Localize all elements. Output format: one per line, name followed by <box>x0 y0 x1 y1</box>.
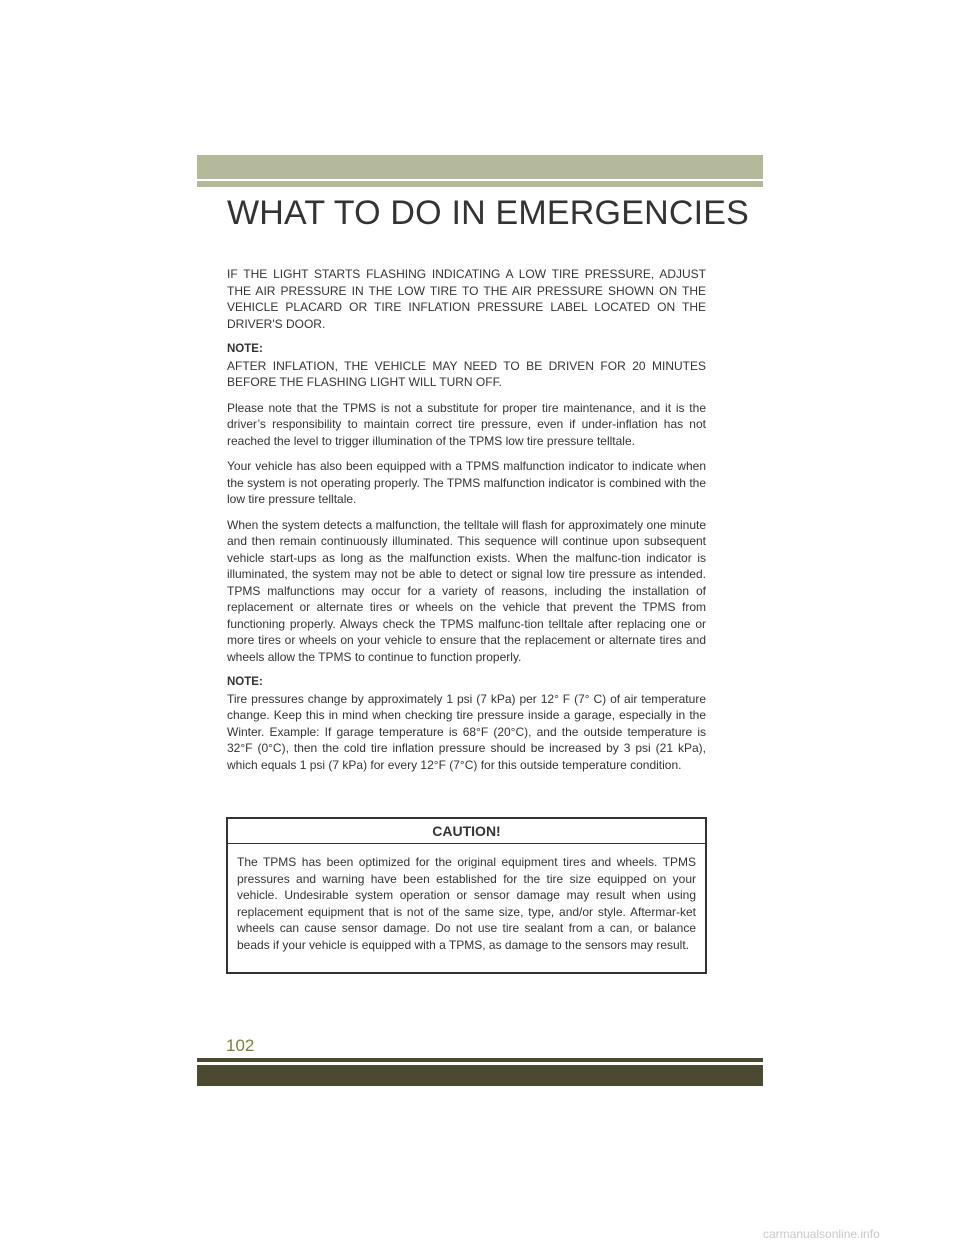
section-title: WHAT TO DO IN EMERGENCIES <box>227 194 749 232</box>
caution-heading: CAUTION! <box>228 819 705 844</box>
page-content <box>227 266 706 773</box>
page-number: 102 <box>226 1036 255 1055</box>
caution-box <box>226 817 707 974</box>
paragraph-malfunction-indicator: Your vehicle has also been equipped with a TPMS malfunction indicator to indicate when the system is not operating properly. The TPMS malfunction indicator is combined with the low tire pressure telltale. <box>227 459 706 506</box>
header-band <box>197 155 763 179</box>
header-rule <box>197 181 763 187</box>
note-label-1: NOTE: <box>227 343 263 355</box>
footer-rule <box>197 1058 763 1062</box>
caution-text: The TPMS has been optimized for the original equipment tires and wheels. TPMS pressures and warning have been established for the tire size equipped on your vehicle. Undesirable system operation or sensor damage may result when using replacement equipment that is not of the same size, type, and/or style. Aftermar-ket wheels can cause sensor damage. Do not use tire sealant from a can, or balance beads if your vehicle is equipped with a TPMS, as damage to the sensors may result. <box>237 855 696 952</box>
note-text-2: Tire pressures change by approximately 1 psi (7 kPa) per 12° F (7° C) of air temperature change. Keep this in mind when checking tire pressure inside a garage, especially in the Winter. Example: If garage temperature is 68°F (20°C), and the outside temperature is 32°F (0°C), then the cold tire inflation pressure should be increased by 3 psi (21 kPa), which equals 1 psi (7 kPa) for every 12°F (7°C) for this outside temperature condition. <box>227 691 706 772</box>
warning-paragraph: IF THE LIGHT STARTS FLASHING INDICATING A LOW TIRE PRESSURE, ADJUST THE AIR PRESSURE IN THE LOW TIRE TO THE AIR PRESSURE SHOWN ON THE VEHICLE PLACARD OR TIRE INFLATION PRESSURE LABEL LOCATED ON THE DRIVER'S DOOR. <box>227 267 706 331</box>
footer-band <box>197 1065 763 1086</box>
paragraph-malfunction-detection: When the system detects a malfunction, the telltale will flash for approximately one minute and then remain continuously illuminated. This sequence will continue upon subsequent vehicle start-ups as long as the malfunction exists. When the malfunc-tion indicator is illuminated, the system may not be able to detect or signal low tire pressure as intended. TPMS malfunctions may occur for a variety of reasons, including the installation of replacement or alternate tires or wheels on the vehicle that prevent the TPMS from functioning properly. Always check the TPMS malfunc-tion telltale after replacing one or more tires or wheels on your vehicle to ensure that the replacement or alternate tires and wheels allow the TPMS to continue to function properly. <box>227 517 706 664</box>
watermark: carmanualsonline.info <box>763 1227 880 1241</box>
note-label-2: NOTE: <box>227 676 263 688</box>
note-text-1: AFTER INFLATION, THE VEHICLE MAY NEED TO BE DRIVEN FOR 20 MINUTES BEFORE THE FLASHING LIGHT WILL TURN OFF. <box>227 358 706 389</box>
paragraph-tpms-maintenance: Please note that the TPMS is not a substitute for proper tire maintenance, and it is the driver’s responsibility to maintain correct tire pressure, even if under-inflation has not reached the level to trigger illumination of the TPMS low tire pressure telltale. <box>227 400 706 448</box>
